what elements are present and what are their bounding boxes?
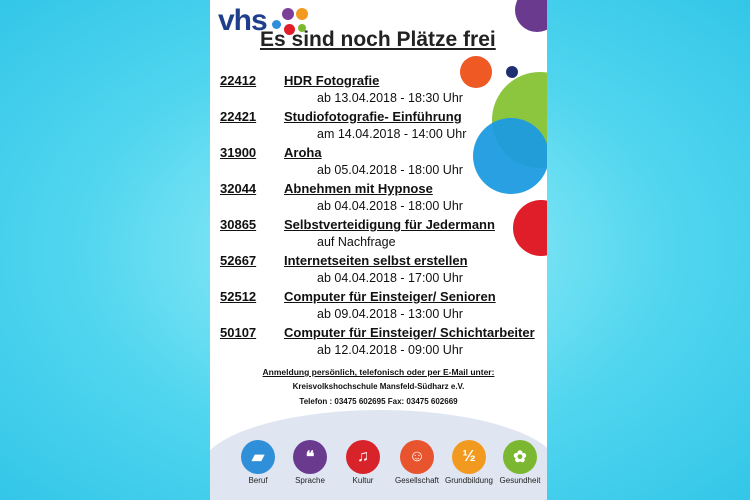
course-name: Computer für Einsteiger/ Schichtarbeiter: [284, 325, 535, 340]
category-kultur[interactable]: [337, 440, 389, 485]
category-label: Gesellschaft: [394, 476, 440, 485]
course-date: ab 13.04.2018 - 18:30 Uhr: [317, 91, 463, 105]
category-sprache[interactable]: [284, 440, 336, 485]
category-label: Gesundheit: [499, 476, 541, 485]
course-name: Computer für Einsteiger/ Senioren: [284, 289, 496, 304]
course-date: ab 12.04.2018 - 09:00 Uhr: [317, 343, 463, 357]
category-icons: [210, 440, 547, 500]
people-icon: ☺: [400, 440, 434, 474]
course-number: 30865: [220, 217, 257, 232]
music-icon: ♫: [346, 440, 380, 474]
health-icon: ✿: [503, 440, 537, 474]
course-number: 52667: [220, 253, 257, 268]
category-grundbildung[interactable]: [443, 440, 495, 485]
category-label: Sprache: [295, 476, 325, 485]
course-number: 32044: [220, 181, 257, 196]
course-name: HDR Fotografie: [284, 73, 380, 88]
course-date: ab 04.04.2018 - 18:00 Uhr: [317, 199, 463, 213]
course-date: auf Nachfrage: [317, 235, 396, 249]
category-beruf[interactable]: [232, 440, 284, 485]
red-circle-decoration: [513, 200, 547, 256]
course-number: 50107: [220, 325, 257, 340]
book-icon: ½: [452, 440, 486, 474]
contact-phone: Telefon : 03475 602695 Fax: 03475 602669: [299, 397, 458, 406]
poster: [210, 0, 547, 500]
category-label: Kultur: [352, 476, 374, 485]
course-name: Abnehmen mit Hypnose: [284, 181, 433, 196]
category-label: Grundbildung: [444, 476, 494, 485]
course-date: ab 04.04.2018 - 17:00 Uhr: [317, 271, 463, 285]
speech-icon: ❝: [293, 440, 327, 474]
course-date: am 14.04.2018 - 14:00 Uhr: [317, 127, 467, 141]
category-gesundheit[interactable]: [494, 440, 546, 485]
page-title: Es sind noch Plätze frei: [260, 28, 496, 51]
course-number: 22412: [220, 73, 257, 88]
orange-circle-decoration: [460, 56, 492, 88]
contact-heading: Anmeldung persönlich, telefonisch oder per E-Mail unter:: [262, 367, 495, 377]
course-number: 31900: [220, 145, 257, 160]
blue-circle-decoration: [473, 118, 547, 194]
course-date: ab 05.04.2018 - 18:00 Uhr: [317, 163, 463, 177]
course-number: 22421: [220, 109, 257, 124]
course-name: Studiofotografie- Einführung: [284, 109, 462, 124]
contact-org: Kreisvolkshochschule Mansfeld-Südharz e.V.: [292, 382, 465, 391]
category-label: Beruf: [248, 476, 268, 485]
course-name: Aroha: [284, 145, 322, 160]
course-date: ab 09.04.2018 - 13:00 Uhr: [317, 307, 463, 321]
purple-circle-decoration: [515, 0, 547, 32]
course-name: Internetseiten selbst erstellen: [284, 253, 468, 268]
course-number: 52512: [220, 289, 257, 304]
briefcase-icon: ▰: [241, 440, 275, 474]
category-gesellschaft[interactable]: [391, 440, 443, 485]
navy-dot-decoration: [506, 66, 518, 78]
vhs-logo: vhs: [218, 4, 267, 37]
course-name: Selbstverteidigung für Jedermann: [284, 217, 495, 232]
